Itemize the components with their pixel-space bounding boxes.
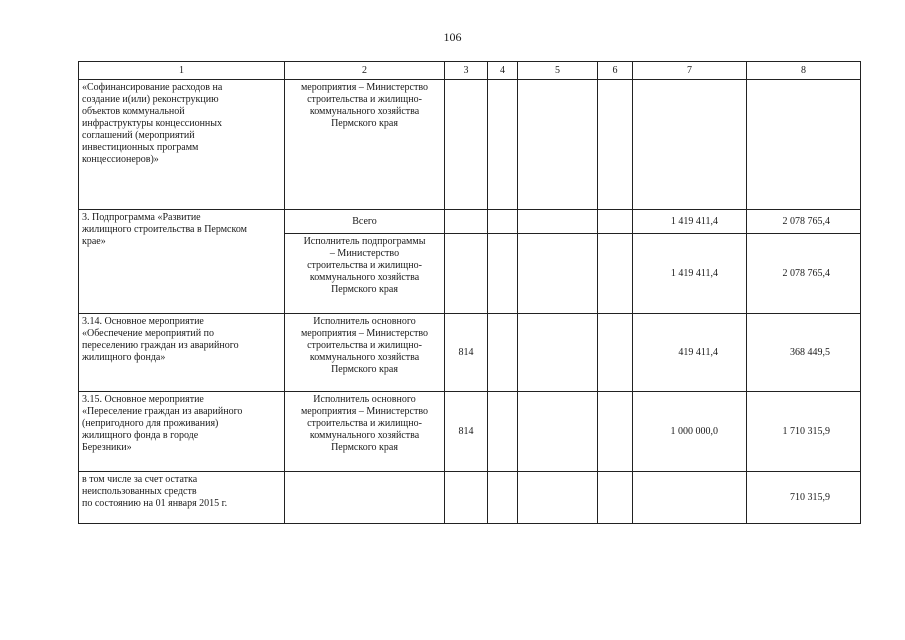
row-cell-7: 419 411,4 xyxy=(633,314,747,392)
row-cell-5 xyxy=(518,314,598,392)
row-cell-6 xyxy=(598,392,633,472)
table-row xyxy=(79,314,861,392)
row-cell-4 xyxy=(488,472,518,524)
row-name-cell: 3.14. Основное мероприятие «Обеспечение мероприятий по переселению граждан из аварийного жилищного фонда» xyxy=(79,314,285,392)
header-cell-1: 1 xyxy=(79,62,285,80)
row-code-cell xyxy=(445,80,488,210)
row-name-cell: в том числе за счет остатка неиспользованных средств по состоянию на 01 января 2015 г. xyxy=(79,472,285,524)
row-code-cell xyxy=(445,234,488,314)
row-cell-8: 1 710 315,9 xyxy=(747,392,861,472)
row-cell-7: 1 419 411,4 xyxy=(633,210,747,234)
budget-table xyxy=(78,61,861,524)
row-responsible-cell: Исполнитель основного мероприятия – Министерство строительства и жилищно- коммунального хозяйства Пермского края xyxy=(285,314,445,392)
header-cell-5: 5 xyxy=(518,62,598,80)
row-code-cell xyxy=(445,210,488,234)
row-code-cell: 814 xyxy=(445,392,488,472)
header-cell-6: 6 xyxy=(598,62,633,80)
row-cell-6 xyxy=(598,472,633,524)
row-cell-8: 2 078 765,4 xyxy=(747,234,861,314)
row-cell-4 xyxy=(488,392,518,472)
header-cell-4: 4 xyxy=(488,62,518,80)
row-cell-5 xyxy=(518,80,598,210)
row-cell-7: 1 419 411,4 xyxy=(633,234,747,314)
row-cell-4 xyxy=(488,210,518,234)
row-cell-8: 710 315,9 xyxy=(747,472,861,524)
row-cell-6 xyxy=(598,234,633,314)
row-responsible-cell xyxy=(285,472,445,524)
row-cell-4 xyxy=(488,314,518,392)
row-responsible-cell: Исполнитель подпрограммы – Министерство строительства и жилищно- коммунального хозяйства Пермского края xyxy=(285,234,445,314)
row-code-cell: 814 xyxy=(445,314,488,392)
row-cell-4 xyxy=(488,80,518,210)
row-code-cell xyxy=(445,472,488,524)
row-cell-5 xyxy=(518,210,598,234)
header-row xyxy=(79,62,861,80)
header-cell-7: 7 xyxy=(633,62,747,80)
table-row xyxy=(79,472,861,524)
row-responsible-cell: мероприятия – Министерство строительства и жилищно- коммунального хозяйства Пермского края xyxy=(285,80,445,210)
row-cell-5 xyxy=(518,234,598,314)
header-cell-2: 2 xyxy=(285,62,445,80)
row-responsible-cell: Всего xyxy=(285,210,445,234)
row-cell-6 xyxy=(598,210,633,234)
table-row xyxy=(79,392,861,472)
row-cell-7: 1 000 000,0 xyxy=(633,392,747,472)
row-name-cell: 3.15. Основное мероприятие «Переселение граждан из аварийного (непригодного для проживания) жилищного фонда в городе Березники» xyxy=(79,392,285,472)
row-cell-5 xyxy=(518,392,598,472)
row-cell-8: 2 078 765,4 xyxy=(747,210,861,234)
header-cell-8: 8 xyxy=(747,62,861,80)
row-cell-7 xyxy=(633,80,747,210)
row-cell-4 xyxy=(488,234,518,314)
row-cell-5 xyxy=(518,472,598,524)
header-cell-3: 3 xyxy=(445,62,488,80)
row-responsible-cell: Исполнитель основного мероприятия – Министерство строительства и жилищно- коммунального хозяйства Пермского края xyxy=(285,392,445,472)
table-row xyxy=(79,210,861,234)
table-row xyxy=(79,80,861,210)
row-cell-8: 368 449,5 xyxy=(747,314,861,392)
row-name-cell: 3. Подпрограмма «Развитие жилищного строительства в Пермском крае» xyxy=(79,210,285,314)
page-number: 106 xyxy=(443,30,462,44)
row-cell-7 xyxy=(633,472,747,524)
row-name-cell: «Софинансирование расходов на создание и(или) реконструкцию объектов коммунальной инфраструктуры концессионных соглашений (мероприятий инвестиционных программ концессионеров)» xyxy=(79,80,285,210)
row-cell-6 xyxy=(598,80,633,210)
row-cell-6 xyxy=(598,314,633,392)
row-cell-8 xyxy=(747,80,861,210)
